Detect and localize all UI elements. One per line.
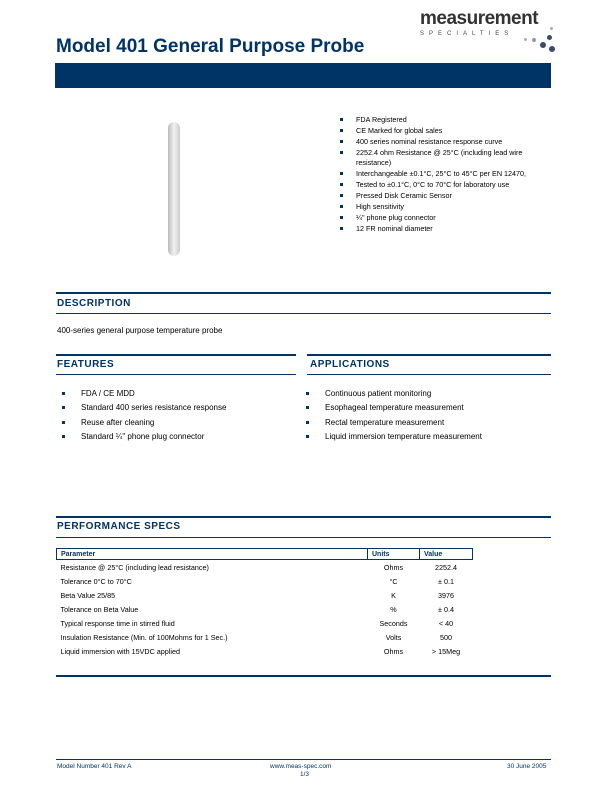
specs-table <box>56 548 473 658</box>
cell: Ohms <box>383 646 404 656</box>
logo-dot <box>524 38 527 41</box>
cell: Insulation Resistance (Min. of 100Mohms for 1 Sec.) <box>60 632 228 642</box>
divider <box>307 374 551 375</box>
cell: Tolerance 0°C to 70°C <box>60 576 132 586</box>
bullet-icon <box>340 118 343 121</box>
cell: 500 <box>440 632 452 642</box>
table-row <box>57 644 473 658</box>
cell: °C <box>389 576 398 586</box>
cell: 3976 <box>438 590 454 600</box>
bullet-icon <box>62 406 65 409</box>
cell: ± 0.4 <box>438 604 454 614</box>
logo-dot <box>532 38 536 42</box>
bullet-icon <box>62 392 65 395</box>
column-header: Parameter <box>57 549 368 560</box>
divider <box>56 313 551 314</box>
logo-subtext: SPECIALTIES <box>420 31 514 37</box>
description-text: 400-series general purpose temperature probe <box>57 326 223 335</box>
cell: < 40 <box>438 618 454 628</box>
cell: Beta Value 25/85 <box>60 590 116 600</box>
applications-heading: APPLICATIONS <box>310 359 390 370</box>
list-item: FDA Registered <box>340 115 540 125</box>
logo-dot <box>550 27 553 30</box>
logo-dot <box>549 46 555 52</box>
probe-image <box>168 122 180 256</box>
features-heading: FEATURES <box>57 359 115 370</box>
cell: K <box>391 590 396 600</box>
table-row <box>57 630 473 644</box>
bullet-icon <box>340 194 343 197</box>
specs-heading: PERFORMANCE SPECS <box>57 521 181 532</box>
list-item: Rectal temperature measurement <box>306 418 482 432</box>
list-item: Standard ¼" phone plug connector <box>62 432 226 446</box>
list-item: 2252.4 ohm Resistance @ 25°C (including lead wire resistance) <box>340 148 540 167</box>
footer-date: 30 June 2005 <box>507 763 547 770</box>
column-header: Value <box>420 549 473 560</box>
cell: Typical response time in stirred fluid <box>60 618 175 628</box>
bullet-icon <box>340 140 343 143</box>
table-row <box>57 560 473 575</box>
bullet-icon <box>340 216 343 219</box>
bullet-icon <box>340 151 343 154</box>
cell: 2252.4 <box>435 562 457 572</box>
footer-divider <box>56 759 551 760</box>
list-item: Reuse after cleaning <box>62 418 226 432</box>
list-item: FDA / CE MDD <box>62 389 226 403</box>
column-header: Units <box>368 549 420 560</box>
divider <box>56 675 551 677</box>
footer-url[interactable]: www.meas-spec.com <box>270 763 332 770</box>
cell: Ohms <box>383 562 404 572</box>
description-heading: DESCRIPTION <box>57 298 131 309</box>
table-row <box>57 616 473 630</box>
divider <box>56 354 296 356</box>
cell: ± 0.1 <box>438 576 454 586</box>
bullet-icon <box>306 421 309 424</box>
list-item: Tested to ±0.1°C, 0°C to 70°C for laboratory use <box>340 180 540 190</box>
list-item: 12 FR nominal diameter <box>340 224 540 234</box>
bullet-icon <box>340 227 343 230</box>
footer-page: 1/3 <box>300 771 310 778</box>
features-list <box>62 389 226 446</box>
list-item: Esophageal temperature measurement <box>306 403 482 417</box>
logo-text: measurement <box>420 8 539 29</box>
page-title: Model 401 General Purpose Probe <box>56 36 365 57</box>
cell: Tolerance on Beta Value <box>60 604 139 614</box>
divider <box>56 374 296 375</box>
divider <box>56 516 551 518</box>
list-item: Continuous patient monitoring <box>306 389 482 403</box>
bullet-icon <box>62 421 65 424</box>
cell: % <box>390 604 397 614</box>
bullet-icon <box>340 129 343 132</box>
bullet-icon <box>340 183 343 186</box>
bullet-icon <box>306 392 309 395</box>
list-item: 400 series nominal resistance response curve <box>340 137 540 147</box>
table-row <box>57 602 473 616</box>
table-row <box>57 574 473 588</box>
cell: > 15Meg <box>431 646 461 656</box>
bullet-icon <box>340 205 343 208</box>
bullet-icon <box>62 435 65 438</box>
cell: Liquid immersion with 15VDC applied <box>60 646 180 656</box>
divider <box>56 537 551 538</box>
applications-list <box>306 389 482 446</box>
header-bar <box>55 63 551 88</box>
divider <box>307 354 551 356</box>
list-item: Interchangeable ±0.1°C, 25°C to 45°C per EN 12470, <box>340 169 540 179</box>
list-item: High sensitivity <box>340 202 540 212</box>
bullet-icon <box>340 172 343 175</box>
list-item: Pressed Disk Ceramic Sensor <box>340 191 540 201</box>
list-item: Liquid immersion temperature measurement <box>306 432 482 446</box>
list-item: CE Marked for global sales <box>340 126 540 136</box>
cell: Seconds <box>379 618 408 628</box>
table-header-row <box>57 549 473 560</box>
logo-dot <box>547 35 552 40</box>
footer-model: Model Number 401 Rev A <box>57 763 132 770</box>
table-row <box>57 588 473 602</box>
divider <box>56 292 551 294</box>
cell: Volts <box>385 632 402 642</box>
list-item: ¼" phone plug connector <box>340 213 540 223</box>
list-item: Standard 400 series resistance response <box>62 403 226 417</box>
logo-dot <box>540 42 546 48</box>
top-feature-list <box>340 115 540 235</box>
cell: Resistance @ 25°C (including lead resistance) <box>60 562 209 572</box>
bullet-icon <box>306 406 309 409</box>
bullet-icon <box>306 435 309 438</box>
